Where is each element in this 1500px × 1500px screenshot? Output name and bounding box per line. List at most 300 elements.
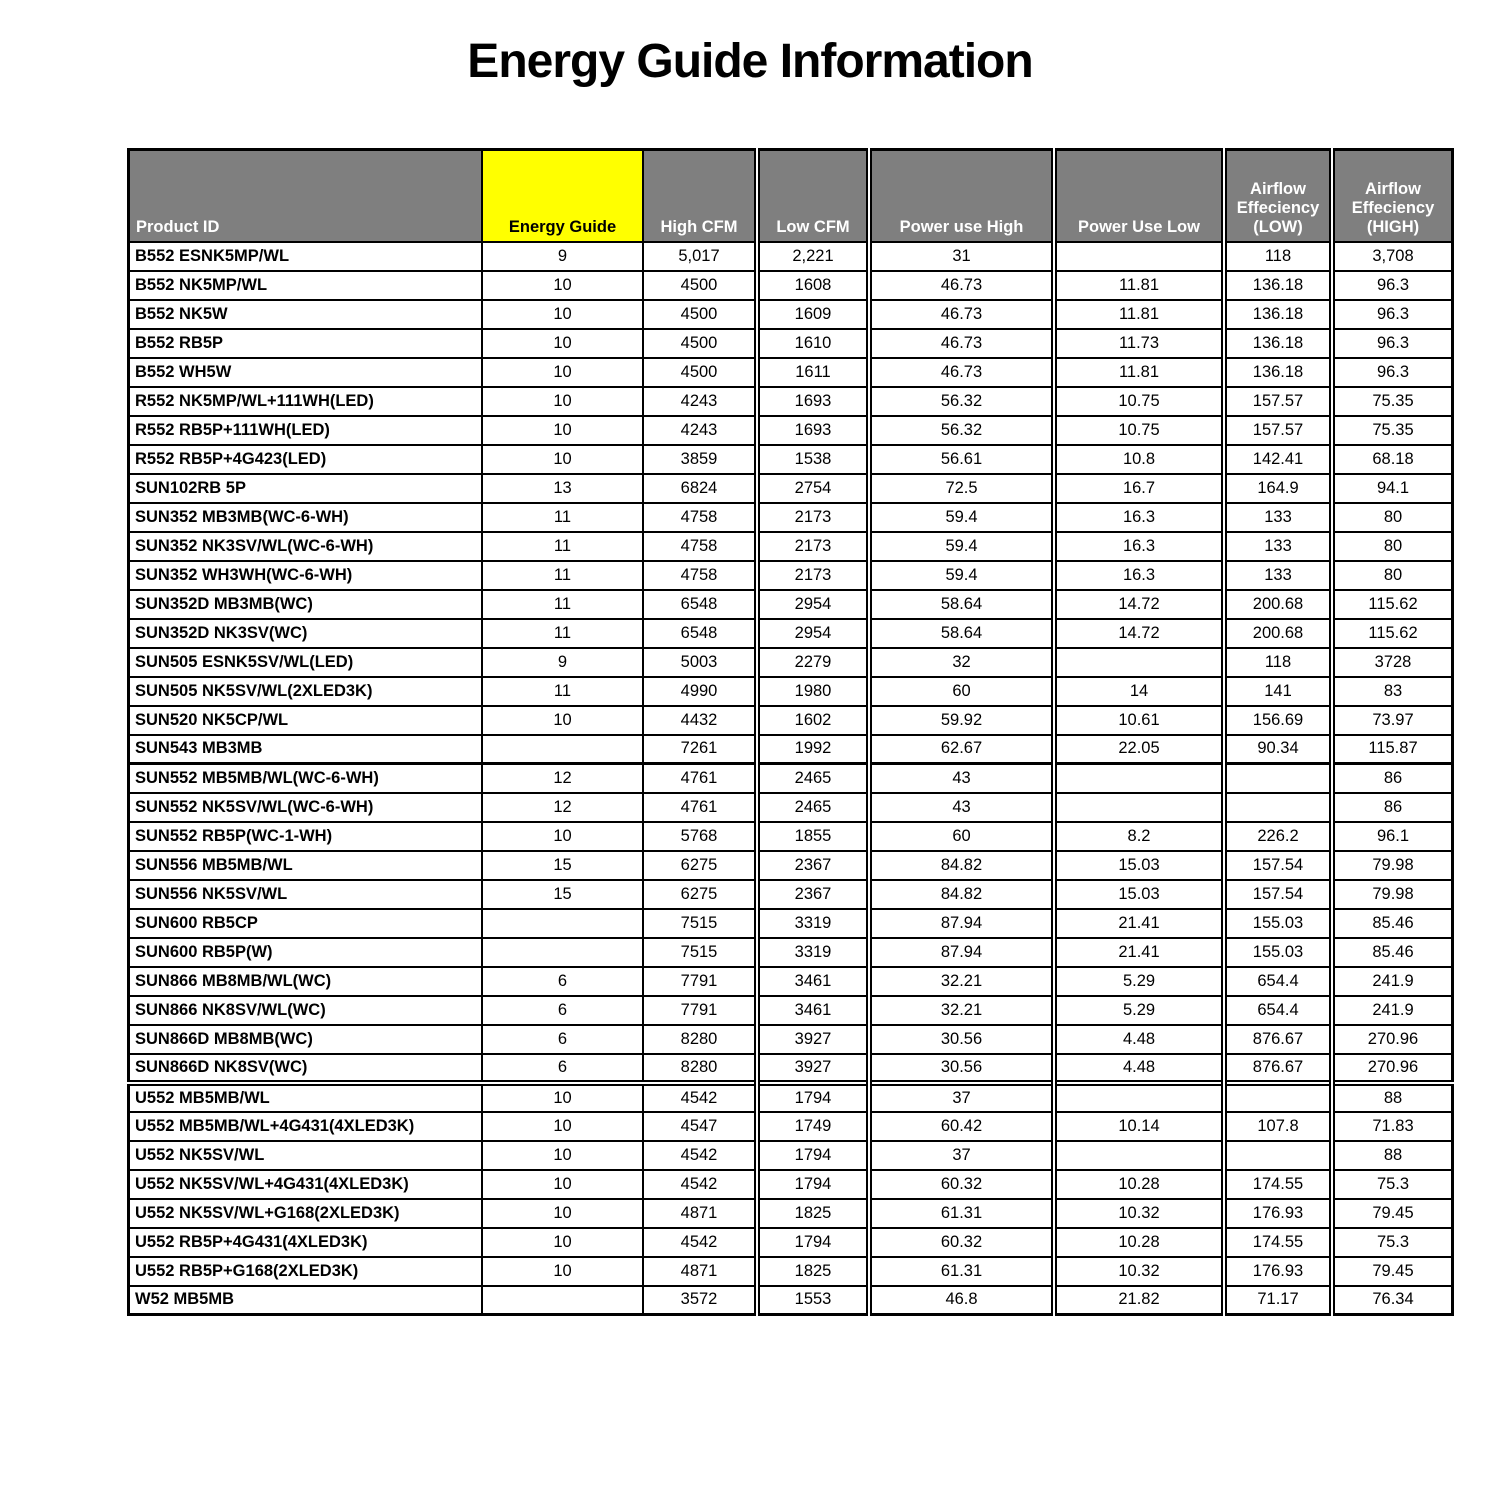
product-id-cell: SUN866 MB8MB/WL(WC) — [129, 967, 483, 996]
airflow-effeciency-low-cell: 71.17 — [1224, 1286, 1332, 1315]
airflow-effeciency-low-cell: 155.03 — [1224, 938, 1332, 967]
power-use-low-cell: 11.81 — [1054, 300, 1224, 329]
power-use-low-cell — [1054, 793, 1224, 822]
low-cfm-cell: 2754 — [757, 474, 869, 503]
table-row — [129, 735, 1453, 764]
product-id-cell: SUN352 MB3MB(WC-6-WH) — [129, 503, 483, 532]
product-id-cell: SUN866D NK8SV(WC) — [129, 1054, 483, 1083]
power-use-low-cell: 8.2 — [1054, 822, 1224, 851]
power-use-high-cell: 60 — [869, 677, 1054, 706]
table-row — [129, 358, 1453, 387]
energy-guide-cell: 10 — [482, 387, 643, 416]
high-cfm-cell: 8280 — [643, 1025, 757, 1054]
product-id-cell: R552 RB5P+111WH(LED) — [129, 416, 483, 445]
table-row — [129, 938, 1453, 967]
energy-guide-cell: 10 — [482, 445, 643, 474]
product-id-cell: SUN600 RB5CP — [129, 909, 483, 938]
product-id-cell: SUN352 WH3WH(WC-6-WH) — [129, 561, 483, 590]
product-id-cell: B552 NK5W — [129, 300, 483, 329]
airflow-effeciency-high-cell: 68.18 — [1332, 445, 1453, 474]
airflow-effeciency-low-cell: 157.57 — [1224, 387, 1332, 416]
high-cfm-cell: 7791 — [643, 967, 757, 996]
airflow-effeciency-high-cell: 79.45 — [1332, 1257, 1453, 1286]
airflow-effeciency-low-cell: 174.55 — [1224, 1228, 1332, 1257]
table-row — [129, 532, 1453, 561]
power-use-low-cell: 16.7 — [1054, 474, 1224, 503]
high-cfm-cell: 6548 — [643, 590, 757, 619]
high-cfm-cell: 4432 — [643, 706, 757, 735]
low-cfm-cell: 1553 — [757, 1286, 869, 1315]
column-header-power-use-high: Power use High — [869, 150, 1054, 242]
airflow-effeciency-high-cell: 86 — [1332, 764, 1453, 793]
column-header-energy-guide: Energy Guide — [482, 150, 643, 242]
airflow-effeciency-low-cell: 176.93 — [1224, 1257, 1332, 1286]
airflow-effeciency-low-cell: 141 — [1224, 677, 1332, 706]
table-row — [129, 1286, 1453, 1315]
low-cfm-cell: 2,221 — [757, 242, 869, 271]
airflow-effeciency-low-cell: 90.34 — [1224, 735, 1332, 764]
power-use-low-cell: 14 — [1054, 677, 1224, 706]
power-use-high-cell: 60.32 — [869, 1228, 1054, 1257]
energy-guide-cell: 11 — [482, 561, 643, 590]
power-use-high-cell: 46.73 — [869, 300, 1054, 329]
table-row — [129, 1170, 1453, 1199]
energy-guide-cell: 11 — [482, 590, 643, 619]
product-id-cell: SUN556 MB5MB/WL — [129, 851, 483, 880]
power-use-low-cell: 10.32 — [1054, 1257, 1224, 1286]
high-cfm-cell: 4500 — [643, 271, 757, 300]
airflow-effeciency-high-cell: 115.62 — [1332, 590, 1453, 619]
column-header-low-cfm: Low CFM — [757, 150, 869, 242]
airflow-effeciency-low-cell: 107.8 — [1224, 1112, 1332, 1141]
high-cfm-cell: 4243 — [643, 387, 757, 416]
power-use-high-cell: 37 — [869, 1083, 1054, 1112]
low-cfm-cell: 3927 — [757, 1025, 869, 1054]
low-cfm-cell: 1855 — [757, 822, 869, 851]
airflow-effeciency-low-cell: 133 — [1224, 503, 1332, 532]
energy-guide-cell: 10 — [482, 706, 643, 735]
energy-guide-cell: 6 — [482, 967, 643, 996]
table-row — [129, 387, 1453, 416]
airflow-effeciency-low-cell: 654.4 — [1224, 967, 1332, 996]
power-use-high-cell: 43 — [869, 793, 1054, 822]
low-cfm-cell: 1794 — [757, 1083, 869, 1112]
product-id-cell: U552 NK5SV/WL+4G431(4XLED3K) — [129, 1170, 483, 1199]
airflow-effeciency-high-cell: 115.87 — [1332, 735, 1453, 764]
power-use-high-cell: 56.32 — [869, 387, 1054, 416]
power-use-high-cell: 58.64 — [869, 590, 1054, 619]
table-row — [129, 677, 1453, 706]
table-row — [129, 1083, 1453, 1112]
power-use-high-cell: 46.73 — [869, 271, 1054, 300]
table-row — [129, 590, 1453, 619]
low-cfm-cell: 1611 — [757, 358, 869, 387]
table-row — [129, 851, 1453, 880]
table-row — [129, 445, 1453, 474]
column-header-product-id: Product ID — [129, 150, 483, 242]
power-use-high-cell: 59.92 — [869, 706, 1054, 735]
power-use-high-cell: 56.61 — [869, 445, 1054, 474]
table-row — [129, 996, 1453, 1025]
energy-guide-cell: 15 — [482, 851, 643, 880]
high-cfm-cell: 4547 — [643, 1112, 757, 1141]
power-use-high-cell: 32 — [869, 648, 1054, 677]
low-cfm-cell: 1825 — [757, 1257, 869, 1286]
table-row — [129, 561, 1453, 590]
low-cfm-cell: 1693 — [757, 416, 869, 445]
power-use-low-cell: 5.29 — [1054, 996, 1224, 1025]
table-row — [129, 1257, 1453, 1286]
airflow-effeciency-low-cell: 200.68 — [1224, 619, 1332, 648]
low-cfm-cell: 1608 — [757, 271, 869, 300]
low-cfm-cell: 3319 — [757, 909, 869, 938]
airflow-effeciency-low-cell: 136.18 — [1224, 358, 1332, 387]
airflow-effeciency-low-cell — [1224, 793, 1332, 822]
high-cfm-cell: 4243 — [643, 416, 757, 445]
energy-guide-cell: 11 — [482, 503, 643, 532]
table-row — [129, 474, 1453, 503]
airflow-effeciency-high-cell: 88 — [1332, 1141, 1453, 1170]
table-row — [129, 909, 1453, 938]
power-use-low-cell: 21.82 — [1054, 1286, 1224, 1315]
power-use-low-cell — [1054, 764, 1224, 793]
power-use-high-cell: 46.73 — [869, 358, 1054, 387]
product-id-cell: R552 RB5P+4G423(LED) — [129, 445, 483, 474]
product-id-cell: U552 NK5SV/WL+G168(2XLED3K) — [129, 1199, 483, 1228]
power-use-high-cell: 60 — [869, 822, 1054, 851]
airflow-effeciency-high-cell: 76.34 — [1332, 1286, 1453, 1315]
table-row — [129, 648, 1453, 677]
power-use-high-cell: 61.31 — [869, 1199, 1054, 1228]
low-cfm-cell: 1992 — [757, 735, 869, 764]
product-id-cell: R552 NK5MP/WL+111WH(LED) — [129, 387, 483, 416]
low-cfm-cell: 1602 — [757, 706, 869, 735]
airflow-effeciency-high-cell: 79.98 — [1332, 880, 1453, 909]
power-use-low-cell: 15.03 — [1054, 851, 1224, 880]
high-cfm-cell: 8280 — [643, 1054, 757, 1083]
table-row — [129, 329, 1453, 358]
column-header-power-use-low: Power Use Low — [1054, 150, 1224, 242]
product-id-cell: U552 MB5MB/WL — [129, 1083, 483, 1112]
energy-guide-cell: 12 — [482, 793, 643, 822]
airflow-effeciency-high-cell: 241.9 — [1332, 967, 1453, 996]
airflow-effeciency-high-cell: 79.98 — [1332, 851, 1453, 880]
table-row — [129, 242, 1453, 271]
high-cfm-cell: 4990 — [643, 677, 757, 706]
airflow-effeciency-high-cell: 270.96 — [1332, 1054, 1453, 1083]
power-use-low-cell: 22.05 — [1054, 735, 1224, 764]
power-use-low-cell: 21.41 — [1054, 938, 1224, 967]
airflow-effeciency-high-cell: 75.35 — [1332, 416, 1453, 445]
airflow-effeciency-low-cell: 136.18 — [1224, 329, 1332, 358]
airflow-effeciency-low-cell: 200.68 — [1224, 590, 1332, 619]
airflow-effeciency-low-cell: 226.2 — [1224, 822, 1332, 851]
table-row — [129, 764, 1453, 793]
airflow-effeciency-high-cell: 94.1 — [1332, 474, 1453, 503]
product-id-cell: SUN505 ESNK5SV/WL(LED) — [129, 648, 483, 677]
high-cfm-cell: 4761 — [643, 764, 757, 793]
energy-guide-cell: 10 — [482, 1228, 643, 1257]
airflow-effeciency-low-cell: 157.57 — [1224, 416, 1332, 445]
energy-guide-cell: 11 — [482, 677, 643, 706]
table-row — [129, 300, 1453, 329]
airflow-effeciency-high-cell: 270.96 — [1332, 1025, 1453, 1054]
table-row — [129, 1199, 1453, 1228]
power-use-high-cell: 72.5 — [869, 474, 1054, 503]
airflow-effeciency-low-cell: 136.18 — [1224, 300, 1332, 329]
energy-guide-table — [127, 148, 1454, 1316]
power-use-low-cell: 15.03 — [1054, 880, 1224, 909]
energy-guide-cell: 10 — [482, 358, 643, 387]
airflow-effeciency-high-cell: 79.45 — [1332, 1199, 1453, 1228]
product-id-cell: B552 RB5P — [129, 329, 483, 358]
low-cfm-cell: 2279 — [757, 648, 869, 677]
product-id-cell: SUN352D NK3SV(WC) — [129, 619, 483, 648]
low-cfm-cell: 3927 — [757, 1054, 869, 1083]
power-use-high-cell: 84.82 — [869, 851, 1054, 880]
product-id-cell: SUN552 NK5SV/WL(WC-6-WH) — [129, 793, 483, 822]
airflow-effeciency-high-cell: 96.3 — [1332, 300, 1453, 329]
high-cfm-cell: 4542 — [643, 1141, 757, 1170]
power-use-low-cell: 11.81 — [1054, 358, 1224, 387]
high-cfm-cell: 3572 — [643, 1286, 757, 1315]
high-cfm-cell: 7515 — [643, 938, 757, 967]
energy-guide-cell: 10 — [482, 416, 643, 445]
table-row — [129, 706, 1453, 735]
airflow-effeciency-low-cell: 176.93 — [1224, 1199, 1332, 1228]
power-use-high-cell: 59.4 — [869, 532, 1054, 561]
low-cfm-cell: 1538 — [757, 445, 869, 474]
high-cfm-cell: 5003 — [643, 648, 757, 677]
high-cfm-cell: 4500 — [643, 300, 757, 329]
high-cfm-cell: 5,017 — [643, 242, 757, 271]
airflow-effeciency-high-cell: 83 — [1332, 677, 1453, 706]
power-use-low-cell: 14.72 — [1054, 619, 1224, 648]
product-id-cell: B552 WH5W — [129, 358, 483, 387]
power-use-low-cell: 4.48 — [1054, 1054, 1224, 1083]
airflow-effeciency-high-cell: 86 — [1332, 793, 1453, 822]
low-cfm-cell: 1794 — [757, 1228, 869, 1257]
power-use-low-cell: 10.28 — [1054, 1228, 1224, 1257]
energy-guide-cell — [482, 1286, 643, 1315]
airflow-effeciency-high-cell: 75.3 — [1332, 1228, 1453, 1257]
low-cfm-cell: 2173 — [757, 561, 869, 590]
page-title: Energy Guide Information — [467, 35, 1033, 88]
energy-guide-cell: 9 — [482, 242, 643, 271]
product-id-cell: SUN866D MB8MB(WC) — [129, 1025, 483, 1054]
power-use-low-cell: 16.3 — [1054, 503, 1224, 532]
high-cfm-cell: 7515 — [643, 909, 757, 938]
power-use-low-cell: 16.3 — [1054, 561, 1224, 590]
low-cfm-cell: 2465 — [757, 764, 869, 793]
airflow-effeciency-low-cell: 174.55 — [1224, 1170, 1332, 1199]
energy-guide-cell: 15 — [482, 880, 643, 909]
low-cfm-cell: 2367 — [757, 880, 869, 909]
airflow-effeciency-low-cell: 164.9 — [1224, 474, 1332, 503]
airflow-effeciency-high-cell: 80 — [1332, 503, 1453, 532]
low-cfm-cell: 1749 — [757, 1112, 869, 1141]
power-use-low-cell: 10.75 — [1054, 387, 1224, 416]
airflow-effeciency-high-cell: 96.3 — [1332, 271, 1453, 300]
header-row — [129, 150, 1453, 242]
energy-guide-cell: 6 — [482, 1025, 643, 1054]
airflow-effeciency-high-cell: 75.3 — [1332, 1170, 1453, 1199]
airflow-effeciency-low-cell: 133 — [1224, 532, 1332, 561]
airflow-effeciency-high-cell: 85.46 — [1332, 938, 1453, 967]
product-id-cell: SUN600 RB5P(W) — [129, 938, 483, 967]
product-id-cell: SUN543 MB3MB — [129, 735, 483, 764]
low-cfm-cell: 1610 — [757, 329, 869, 358]
high-cfm-cell: 5768 — [643, 822, 757, 851]
high-cfm-cell: 3859 — [643, 445, 757, 474]
airflow-effeciency-low-cell: 654.4 — [1224, 996, 1332, 1025]
energy-guide-cell: 9 — [482, 648, 643, 677]
low-cfm-cell: 1980 — [757, 677, 869, 706]
product-id-cell: W52 MB5MB — [129, 1286, 483, 1315]
product-id-cell: U552 MB5MB/WL+4G431(4XLED3K) — [129, 1112, 483, 1141]
power-use-low-cell: 10.8 — [1054, 445, 1224, 474]
power-use-high-cell: 32.21 — [869, 996, 1054, 1025]
power-use-high-cell: 43 — [869, 764, 1054, 793]
power-use-low-cell — [1054, 1083, 1224, 1112]
column-header-airflow-effeciency-high: Airflow Effeciency (HIGH) — [1332, 150, 1453, 242]
high-cfm-cell: 6275 — [643, 851, 757, 880]
high-cfm-cell: 4500 — [643, 358, 757, 387]
power-use-high-cell: 60.32 — [869, 1170, 1054, 1199]
airflow-effeciency-low-cell — [1224, 1083, 1332, 1112]
product-id-cell: SUN552 RB5P(WC-1-WH) — [129, 822, 483, 851]
high-cfm-cell: 4758 — [643, 561, 757, 590]
high-cfm-cell: 6824 — [643, 474, 757, 503]
low-cfm-cell: 1794 — [757, 1170, 869, 1199]
power-use-low-cell: 16.3 — [1054, 532, 1224, 561]
power-use-high-cell: 60.42 — [869, 1112, 1054, 1141]
power-use-low-cell: 10.28 — [1054, 1170, 1224, 1199]
power-use-low-cell: 10.14 — [1054, 1112, 1224, 1141]
table-row — [129, 880, 1453, 909]
low-cfm-cell: 2954 — [757, 590, 869, 619]
energy-guide-cell — [482, 735, 643, 764]
low-cfm-cell: 2173 — [757, 503, 869, 532]
energy-guide-cell: 11 — [482, 532, 643, 561]
product-id-cell: U552 NK5SV/WL — [129, 1141, 483, 1170]
high-cfm-cell: 4871 — [643, 1257, 757, 1286]
airflow-effeciency-high-cell: 71.83 — [1332, 1112, 1453, 1141]
table-row — [129, 822, 1453, 851]
table-row — [129, 503, 1453, 532]
product-id-cell: SUN352D MB3MB(WC) — [129, 590, 483, 619]
airflow-effeciency-high-cell: 75.35 — [1332, 387, 1453, 416]
table-row — [129, 416, 1453, 445]
energy-guide-cell: 11 — [482, 619, 643, 648]
table-row — [129, 271, 1453, 300]
energy-guide-cell: 10 — [482, 1112, 643, 1141]
power-use-high-cell: 30.56 — [869, 1054, 1054, 1083]
power-use-low-cell: 4.48 — [1054, 1025, 1224, 1054]
energy-guide-cell: 10 — [482, 271, 643, 300]
product-id-cell: SUN352 NK3SV/WL(WC-6-WH) — [129, 532, 483, 561]
table-row — [129, 967, 1453, 996]
power-use-high-cell: 31 — [869, 242, 1054, 271]
energy-guide-cell: 12 — [482, 764, 643, 793]
high-cfm-cell: 6548 — [643, 619, 757, 648]
power-use-high-cell: 61.31 — [869, 1257, 1054, 1286]
power-use-low-cell: 14.72 — [1054, 590, 1224, 619]
energy-guide-cell: 10 — [482, 1199, 643, 1228]
power-use-high-cell: 84.82 — [869, 880, 1054, 909]
table-row — [129, 1112, 1453, 1141]
power-use-low-cell: 10.75 — [1054, 416, 1224, 445]
power-use-high-cell: 30.56 — [869, 1025, 1054, 1054]
power-use-low-cell: 10.32 — [1054, 1199, 1224, 1228]
power-use-high-cell: 58.64 — [869, 619, 1054, 648]
product-id-cell: SUN505 NK5SV/WL(2XLED3K) — [129, 677, 483, 706]
column-header-high-cfm: High CFM — [643, 150, 757, 242]
airflow-effeciency-high-cell: 115.62 — [1332, 619, 1453, 648]
low-cfm-cell: 1825 — [757, 1199, 869, 1228]
product-id-cell: B552 NK5MP/WL — [129, 271, 483, 300]
high-cfm-cell: 4542 — [643, 1170, 757, 1199]
airflow-effeciency-high-cell: 3,708 — [1332, 242, 1453, 271]
product-id-cell: SUN866 NK8SV/WL(WC) — [129, 996, 483, 1025]
airflow-effeciency-low-cell: 157.54 — [1224, 880, 1332, 909]
product-id-cell: B552 ESNK5MP/WL — [129, 242, 483, 271]
low-cfm-cell: 2954 — [757, 619, 869, 648]
energy-guide-cell: 10 — [482, 1141, 643, 1170]
energy-guide-cell: 10 — [482, 1257, 643, 1286]
airflow-effeciency-high-cell: 241.9 — [1332, 996, 1453, 1025]
airflow-effeciency-low-cell: 142.41 — [1224, 445, 1332, 474]
energy-guide-cell — [482, 909, 643, 938]
product-id-cell: U552 RB5P+G168(2XLED3K) — [129, 1257, 483, 1286]
power-use-high-cell: 87.94 — [869, 938, 1054, 967]
airflow-effeciency-high-cell: 80 — [1332, 532, 1453, 561]
airflow-effeciency-low-cell: 118 — [1224, 242, 1332, 271]
airflow-effeciency-high-cell: 88 — [1332, 1083, 1453, 1112]
high-cfm-cell: 4758 — [643, 503, 757, 532]
low-cfm-cell: 3461 — [757, 996, 869, 1025]
high-cfm-cell: 4871 — [643, 1199, 757, 1228]
table-row — [129, 1054, 1453, 1083]
power-use-low-cell: 11.73 — [1054, 329, 1224, 358]
energy-guide-cell: 10 — [482, 822, 643, 851]
airflow-effeciency-high-cell: 96.1 — [1332, 822, 1453, 851]
airflow-effeciency-high-cell: 96.3 — [1332, 329, 1453, 358]
high-cfm-cell: 4761 — [643, 793, 757, 822]
airflow-effeciency-low-cell: 156.69 — [1224, 706, 1332, 735]
table-row — [129, 1025, 1453, 1054]
energy-guide-cell: 10 — [482, 300, 643, 329]
low-cfm-cell: 2367 — [757, 851, 869, 880]
power-use-high-cell: 46.8 — [869, 1286, 1054, 1315]
high-cfm-cell: 4542 — [643, 1228, 757, 1257]
airflow-effeciency-high-cell: 96.3 — [1332, 358, 1453, 387]
high-cfm-cell: 4758 — [643, 532, 757, 561]
low-cfm-cell: 1693 — [757, 387, 869, 416]
power-use-low-cell — [1054, 1141, 1224, 1170]
airflow-effeciency-low-cell: 876.67 — [1224, 1054, 1332, 1083]
high-cfm-cell: 6275 — [643, 880, 757, 909]
high-cfm-cell: 4500 — [643, 329, 757, 358]
energy-guide-cell: 10 — [482, 329, 643, 358]
column-header-airflow-effeciency-low: Airflow Effeciency (LOW) — [1224, 150, 1332, 242]
power-use-high-cell: 37 — [869, 1141, 1054, 1170]
product-id-cell: SUN556 NK5SV/WL — [129, 880, 483, 909]
airflow-effeciency-low-cell: 157.54 — [1224, 851, 1332, 880]
energy-guide-cell: 10 — [482, 1083, 643, 1112]
airflow-effeciency-low-cell: 876.67 — [1224, 1025, 1332, 1054]
low-cfm-cell: 3319 — [757, 938, 869, 967]
